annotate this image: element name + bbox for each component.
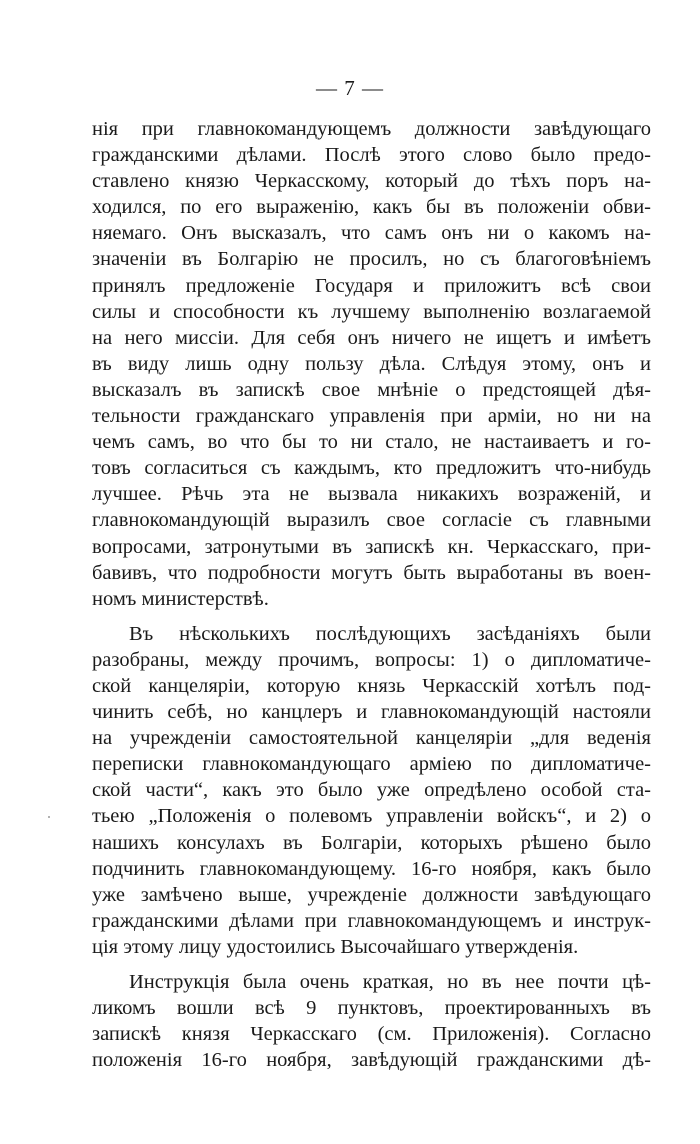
text-line: разобраны, между прочимъ, вопросы: 1) о дипломатиче- (92, 648, 651, 671)
paragraph-spacing (92, 612, 651, 621)
text-line: гражданскими дѣлами при главнокомандующемъ и инструк- (92, 909, 651, 932)
text-line: товъ согласиться съ каждымъ, кто предложитъ что-нибудь (92, 457, 651, 480)
text-line: запискѣ князя Черкасскаго (см. Приложенія). Согласно (92, 1023, 651, 1046)
text-line: Въ нѣсколькихъ послѣдующихъ засѣданіяхъ были (129, 622, 651, 645)
paragraph-2 (92, 621, 651, 960)
paragraph-3 (92, 969, 651, 1073)
text-line: на учрежденіи самостоятельной канцеляріи „для веденія (92, 727, 651, 750)
paragraph-1 (92, 116, 651, 612)
text-line: нія при главнокомандующемъ должности завѣдующаго (92, 118, 651, 140)
text-line: номъ министерствѣ. (92, 587, 269, 610)
text-line: силы и способности къ лучшему выполненію возлагаемой (92, 300, 651, 323)
text-line: главнокомандующій выразилъ свое согласіе съ главными (92, 509, 651, 532)
text-line: ція этому лицу удостоились Высочайшаго утвержденія. (92, 935, 579, 958)
page-number: — 7 — (316, 76, 384, 100)
body-text (92, 116, 651, 1073)
text-line: бавивъ, что подробности могутъ быть выработаны въ воен- (92, 561, 651, 584)
text-line: значеніи въ Болгарію не просилъ, но съ благоговѣніемъ (92, 248, 651, 271)
text-line: подчинить главнокомандующему. 16-го ноября, какъ было (92, 857, 651, 880)
paragraph-spacing (92, 960, 651, 969)
text-line: положенія 16-го ноября, завѣдующій гражданскими дѣ- (92, 1049, 651, 1072)
text-line: гражданскими дѣлами. Послѣ этого слово было предо- (92, 144, 651, 167)
margin-speck (48, 816, 50, 818)
text-line: переписки главнокомандующаго арміею по дипломатиче- (92, 753, 651, 776)
text-line: высказалъ въ запискѣ свое мнѣніе о предстоящей дѣя- (92, 378, 651, 401)
text-line: вопросами, затронутыми въ запискѣ кн. Черкасскаго, при- (92, 535, 651, 558)
text-line: чинить себѣ, но канцлеръ и главнокомандующій настояли (92, 701, 651, 724)
text-line: ставлено князю Черкасскому, который до тѣхъ поръ на- (92, 170, 651, 193)
text-line: на него миссіи. Для себя онъ ничего не ищетъ и имѣетъ (92, 326, 651, 349)
text-line: чемъ самъ, во что бы то ни стало, не настаиваетъ и го- (92, 431, 651, 454)
text-line: уже замѣчено выше, учрежденіе должности завѣдующаго (92, 883, 651, 906)
text-line: ской части“, какъ это было уже опредѣлено особой ста- (92, 779, 651, 802)
text-line: нашихъ консулахъ въ Болгаріи, которыхъ рѣшено было (92, 831, 651, 854)
text-line: лучшее. Рѣчь эта не вызвала никакихъ возраженій, и (92, 483, 651, 506)
text-line: ходился, по его выраженію, какъ бы въ положеніи обви- (92, 196, 651, 219)
text-line: тельности гражданскаго управленія при арміи, но ни на (92, 405, 651, 428)
text-line: няемаго. Онъ высказалъ, что самъ онъ ни о какомъ на- (92, 222, 651, 245)
text-line: принялъ предложеніе Государя и приложитъ всѣ свои (92, 274, 651, 297)
text-line: ской канцеляріи, которую князь Черкасскій хотѣлъ под- (92, 674, 651, 697)
text-line: тьею „Положенія о полевомъ управленіи войскъ“, и 2) о (92, 805, 651, 828)
text-line: Инструкція была очень краткая, но въ нее почти цѣ- (129, 971, 651, 993)
text-line: въ виду лишь одну пользу дѣла. Слѣдуя этому, онъ и (92, 352, 651, 375)
text-line: ликомъ вошли всѣ 9 пунктовъ, проектированныхъ въ (92, 997, 651, 1020)
